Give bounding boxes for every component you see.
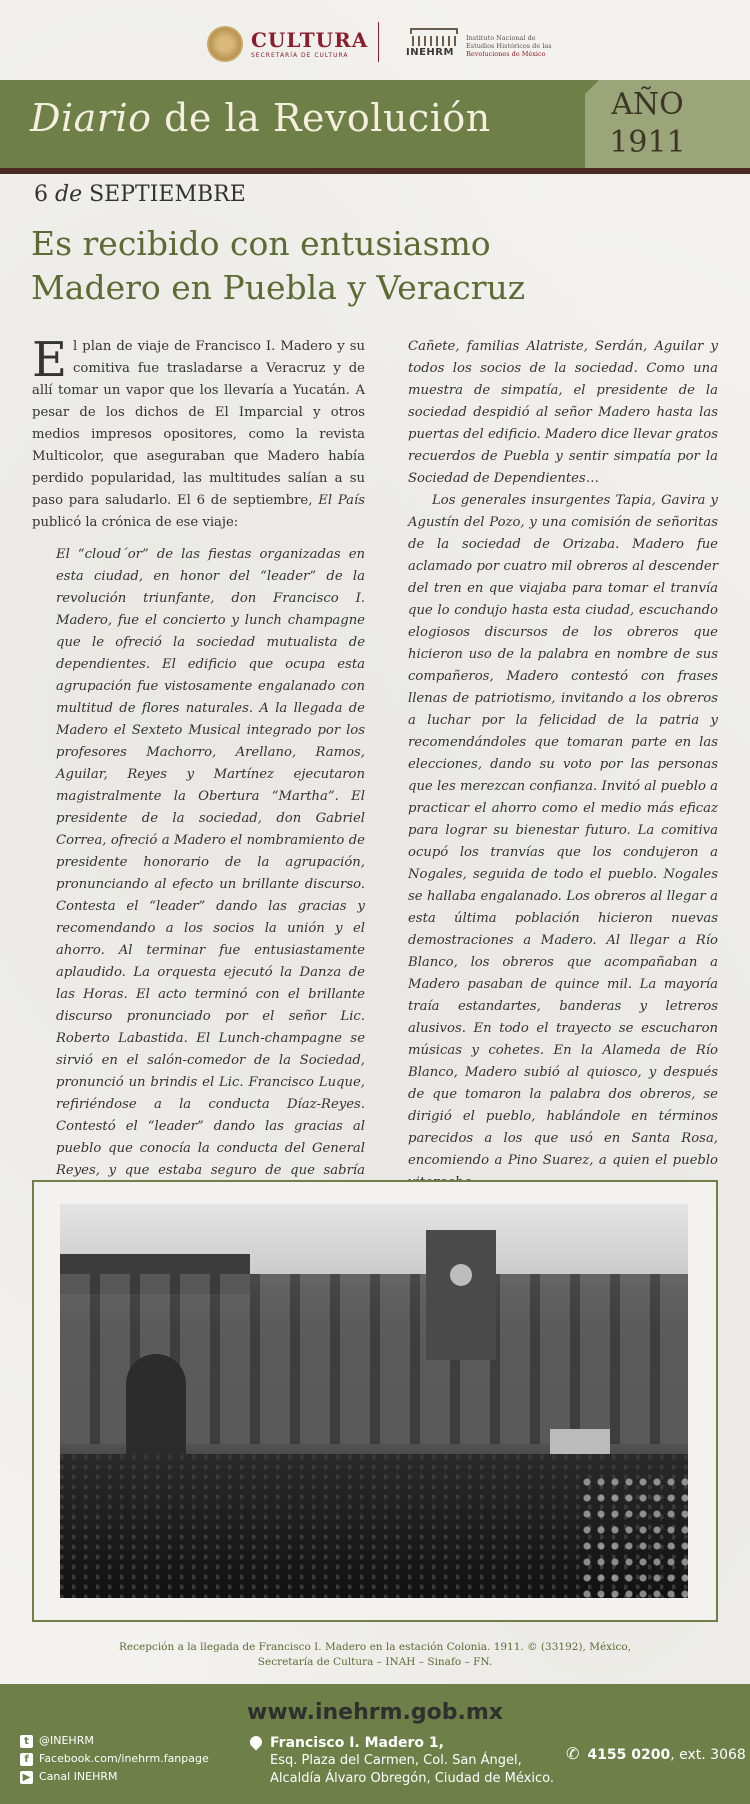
drop-cap: E xyxy=(32,332,68,388)
quote-paragraph-right-1: Cañete, familias Alatriste, Serdán, Aguilar y todos los socios de la sociedad. Como una muestra de simpatía, el presidente de la sociedad despidió al señor Madero hasta las puertas del edificio. Madero dice llevar gratos recuerdos de Puebla y sentir simpatía por la Sociedad de Dependientes… xyxy=(408,339,718,486)
location-pin-icon xyxy=(250,1736,262,1752)
phone-icon: ✆ xyxy=(566,1744,580,1763)
facebook-link[interactable]: f Facebook.com/inehrm.fanpage xyxy=(20,1750,209,1768)
header-logos xyxy=(0,18,750,70)
inehrm-wordmark: INEHRM xyxy=(406,47,454,58)
twitter-icon: t xyxy=(20,1735,33,1748)
article-column-right xyxy=(384,336,718,1314)
article-date: 6 de SEPTIEMBRE xyxy=(34,182,246,207)
year-label: AÑO 1911 xyxy=(609,87,686,160)
clock-icon xyxy=(450,1264,472,1286)
facebook-icon: f xyxy=(20,1753,33,1766)
historic-photo[interactable] xyxy=(60,1204,688,1598)
phone-number[interactable]: ✆ 4155 0200, ext. 3068 xyxy=(566,1744,746,1763)
logo-divider xyxy=(378,22,379,62)
cultura-wordmark: CULTURA xyxy=(251,27,369,52)
photo-caption: Recepción a la llegada de Francisco I. Madero en la estación Colonia. 1911. © (33192), México, Secretaría de Cultura – INAH – Sinafo – FN. xyxy=(119,1641,631,1668)
inehrm-logo[interactable] xyxy=(406,28,552,58)
cultura-logo[interactable] xyxy=(207,24,368,64)
banner-rule xyxy=(0,168,750,174)
youtube-icon: ▶ xyxy=(20,1771,33,1784)
mexico-seal-icon xyxy=(207,26,243,62)
website-link[interactable]: www.inehrm.gob.mx xyxy=(247,1700,503,1725)
quote-paragraph-left: El “cloud´or” de las fiestas organizadas en esta ciudad, en honor del “leader” de la revolución triunfante, don Francisco I. Madero, fue el concierto y lunch champagne que le ofreció la sociedad mutualista de dependientes. El edificio que ocupa esta agrupación fue vistosamente engalanado con multitud de flores naturales. A la llegada de Madero el Sexteto Musical integrado por los profesores Machorro, Arellano, Ramos, Aguilar, Reyes y Martínez ejecutaron magistralmente la Obertura “Martha”. El presidente de la sociedad, don Gabriel Correa, ofreció a Madero el nombramiento de presidente honorario de la agrupación, pronunciando al efecto un brillante discurso. Contesta el “leader” dando las gracias y recomendando a los socios la unión y el ahorro. Al terminar fue entusiastamente aplaudido. La orquesta ejecutó la Danza de las Horas. El acto terminó con el brillante discurso pronunciado por el señor Lic. Roberto Labastida. El Lunch-champagne se sirvió en el salón-comedor de la Sociedad, pronunció un brindis el Lic. Francisco Luque, refiriéndose a la conducta Díaz-Reyes. Contestó el “leader” dando las gracias al pueblo que conocía la conducta del General Reyes, y que estaba seguro de que sabría xyxy=(56,547,365,1178)
intro-paragraph: El plan de viaje de Francisco I. Madero y su comitiva fue trasladarse a Veracruz y de allí tomar un vapor que los llevaría a Yucatán. A pesar de los dichos de El Imparcial y otros medios impresos opositores, como la revista Multicolor, que aseguraban que Madero había perdido popularidad, las multitudes salían a su paso para saludarlo. El 6 de septiembre, El País publicó la crónica de ese viaje: xyxy=(32,332,365,530)
twitter-link[interactable]: t @INEHRM xyxy=(20,1732,209,1750)
quote-paragraph-right-2: Los generales insurgentes Tapia, Gavira y Agustín del Pozo, y una comisión de señoritas de la sociedad de Orizaba. Madero fue aclamado por cuatro mil obreros al descender del tren en que viajaba para tomar el tranvía que lo condujo hasta esta ciudad, escuchando elogiosos discursos de los obreros que hicieron uso de la palabra en nombre de sus compañeros, Madero contestó con frases llenas de patriotismo, invitando a los obreros a luchar por la felicidad de la patria y recomendándoles que tomaran parte en las elecciones, dando su voto por las personas que les merezcan confianza. Invitó al pueblo a practicar el ahorro como el medio más eficaz para lograr su bienestar futuro. La comitiva ocupó los tranvías que los condujeron a Nogales, seguida de todo el pueblo. Nogales se hallaba engalanado. Los obreros al llegar a esta última población hicieron nuevas demostraciones a Madero. Al llegar a Río Blanco, los obreros que acompañaban a Madero pasaban de quince mil. La mayoría traía estandartes, banderas y letreros alusivos. En todo el trayecto se escucharon músicas y cohetes. En la Alameda de Río Blanco, Madero subió al quiosco, y después de que tomaron la palabra dos obreros, se dirigió el pueblo, hablándole en términos parecidos a los que usó en Santa Rosa, encomiendo a Pino Suarez, a quien el pueblo xyxy=(408,493,718,1168)
address: Francisco I. Madero 1, Esq. Plaza del Carmen, Col. San Ángel, Alcaldía Álvaro Obregón, Ciudad de México. xyxy=(270,1735,554,1786)
cultura-subtitle: SECRETARÍA DE CULTURA xyxy=(251,51,349,59)
social-links xyxy=(20,1732,209,1786)
inehrm-building-icon xyxy=(406,28,462,58)
page-title: Diario de la Revolución xyxy=(30,96,491,140)
inehrm-subtitle: Instituto Nacional de Estudios Históricos de las Revoluciones de México xyxy=(466,34,552,58)
article-headline: Es recibido con entusiasmo Madero en Puebla y Veracruz xyxy=(31,224,526,307)
youtube-link[interactable]: ▶ Canal INEHRM xyxy=(20,1768,209,1786)
